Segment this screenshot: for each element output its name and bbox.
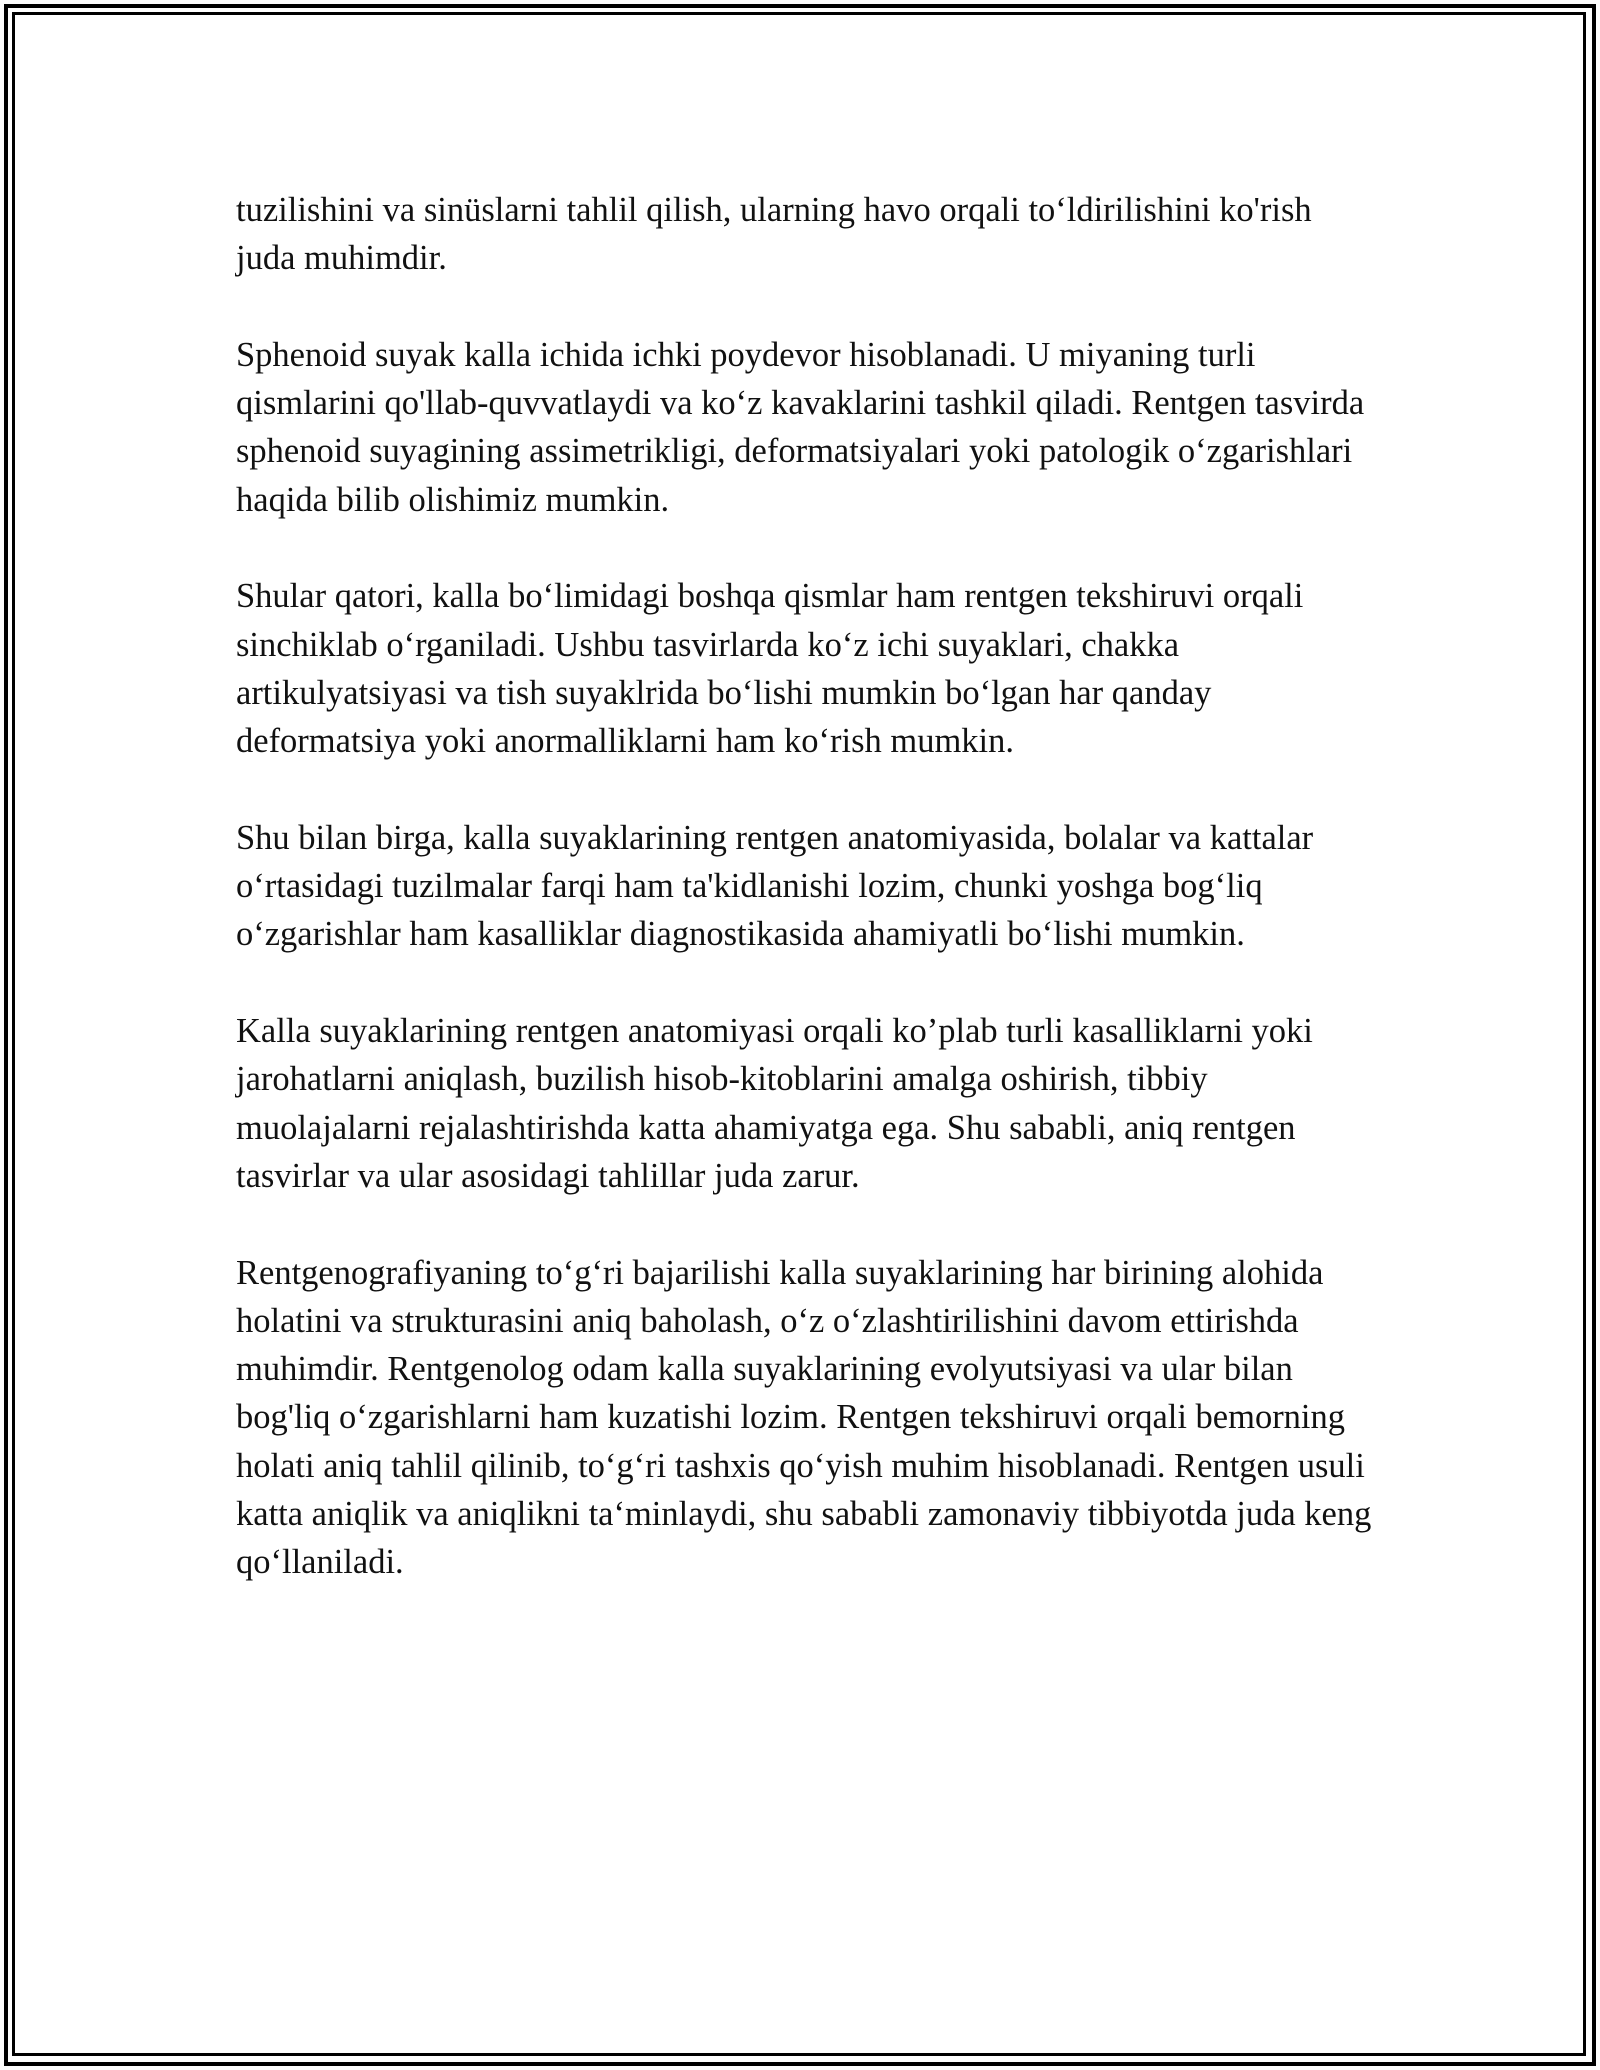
paragraph-sphenoid-bone: Sphenoid suyak kalla ichida ichki poydevor hisoblanadi. U miyaning turli qismlarini qo'llab-quvvatlaydi va ko‘z kavaklarini tashkil qiladi. Rentgen tasvirda sphenoid suyagining assimetrikligi, deformatsiyalari yoki patologik o‘zgarishlari haqida bilib olishimiz mumkin.	[236, 335, 1365, 519]
paragraph-skull-sections: Shular qatori, kalla bo‘limidagi boshqa qismlar ham rentgen tekshiruvi orqali sinchiklab o‘rganiladi. Ushbu tasvirlarda ko‘z ichi suyaklari, chakka artikulyatsiyasi va tish suyaklrida bo‘lishi mumkin bo‘lgan har qanday deformatsiya yoki anormalliklarni ham ko‘rish mumkin.	[236, 577, 1304, 761]
paragraph-age-differences: Shu bilan birga, kalla suyaklarining rentgen anatomiyasida, bolalar va kattalar o‘rtasidagi tuzilmalar farqi ham ta'kidlanishi lozim, chunki yoshga bog‘liq o‘zgarishlar ham kasalliklar diagnostikasida ahamiyatli bo‘lishi mumkin.	[236, 818, 1314, 954]
document-body	[236, 186, 1376, 1635]
paragraph-radiography-accuracy: Rentgenografiyaning to‘g‘ri bajarilishi kalla suyaklarining har birining alohida holatini va strukturasini aniq baholash, o‘z o‘zlashtirilishini davom ettirishda muhimdir. Rentgenolog odam kalla suyaklarining evolyutsiyasi va ular bilan bog'liq o‘zgarishlarni ham kuzatishi lozim. Rentgen tekshiruvi orqali bemorning holati aniq tahlil qilinib, to‘g‘ri tashxis qo‘yish muhim hisoblanadi. Rentgen usuli katta aniqlik va aniqlikni ta‘minlaydi, shu sababli zamonaviy tibbiyotda juda keng qo‘llaniladi.	[236, 1253, 1372, 1582]
paragraph-diagnosis-importance: Kalla suyaklarining rentgen anatomiyasi orqali ko’plab turli kasalliklarni yoki jarohatlarni aniqlash, buzilish hisob-kitoblarini amalga oshirish, tibbiy muolajalarni rejalashtirishda katta ahamiyatga ega. Shu sababli, aniq rentgen tasvirlar va ular asosidagi tahlillar juda zarur.	[236, 1012, 1313, 1195]
paragraph-sinus-analysis: tuzilishini va sinüslarni tahlil qilish, ularning havo orqali to‘ldirilishini ko'rish juda muhimdir.	[236, 191, 1312, 278]
